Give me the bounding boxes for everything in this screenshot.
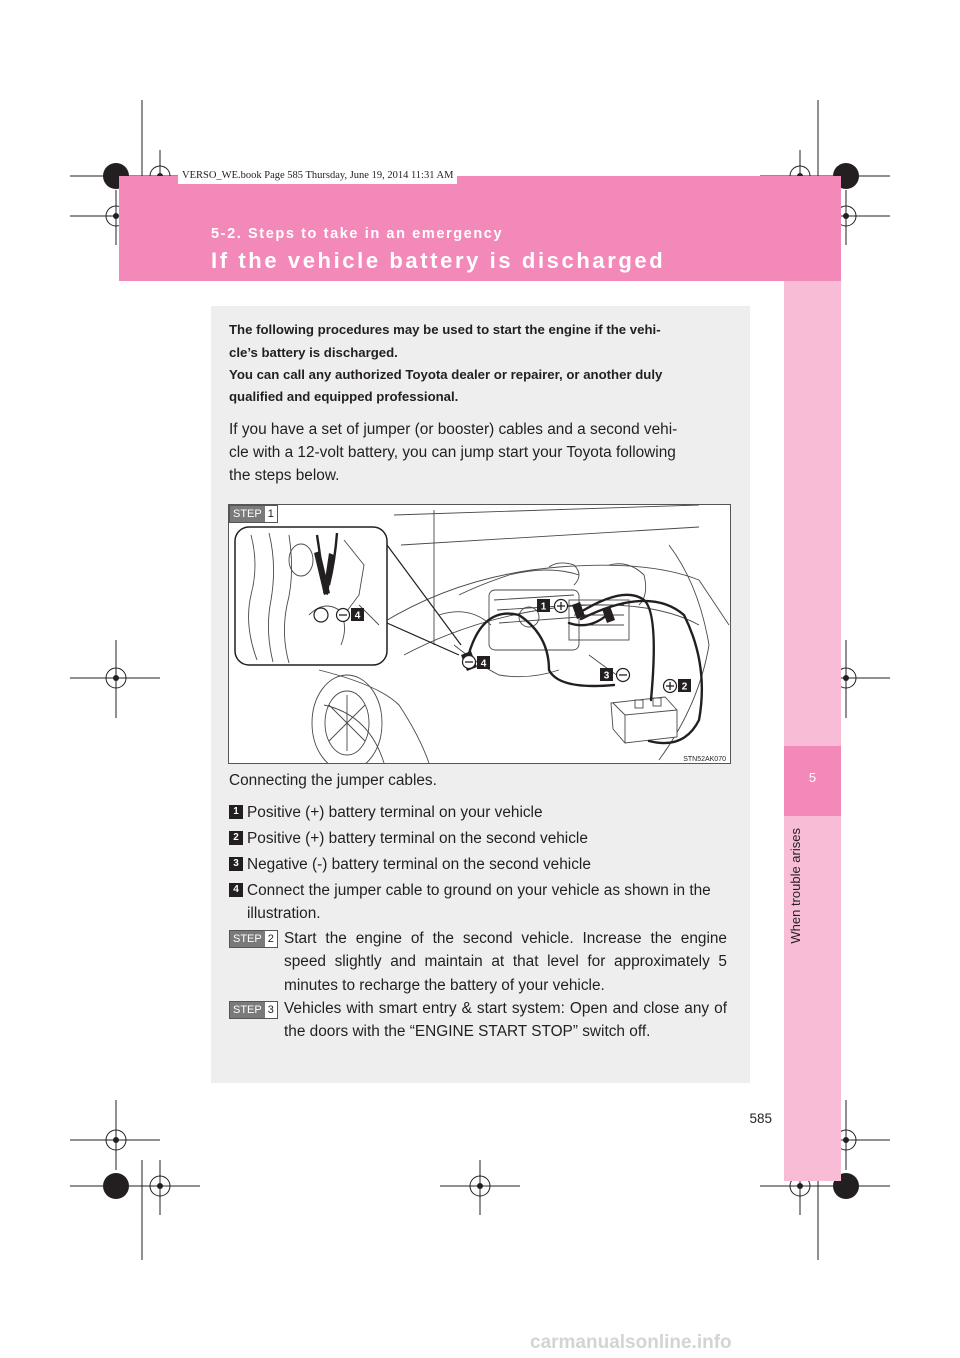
- side-strip: [784, 281, 841, 1181]
- label-2: 2: [681, 681, 688, 693]
- intro-line: You can call any authorized Toyota dealer or repairer, or another duly: [229, 367, 663, 382]
- step-word: STEP: [230, 1002, 265, 1018]
- list-item-text: Positive (+) battery terminal on the second vehicle: [247, 830, 588, 847]
- intro-line: The following procedures may be used to start the engine if the vehi-: [229, 322, 661, 337]
- body-line: If you have a set of jumper (or booster) cables and a second vehi-: [229, 421, 678, 438]
- number-square: 4: [229, 883, 243, 897]
- label-1: 1: [540, 601, 547, 613]
- step-1-badge: [229, 505, 278, 523]
- body-line: the steps below.: [229, 467, 340, 484]
- page-title: If the vehicle battery is discharged: [211, 248, 666, 273]
- number-square: 1: [229, 805, 243, 819]
- step-word: STEP: [230, 506, 265, 522]
- body-line: cle with a 12-volt battery, you can jump start your Toyota following: [229, 444, 676, 461]
- step-3-badge: [229, 1001, 278, 1019]
- label-3: 3: [603, 670, 610, 682]
- step-word: STEP: [230, 931, 265, 947]
- chapter-title: When trouble arises: [788, 828, 803, 944]
- book-info: VERSO_WE.book Page 585 Thursday, June 19, 2014 11:31 AM: [178, 168, 457, 184]
- label-4: 4: [480, 658, 487, 670]
- intro-line: qualified and equipped professional.: [229, 389, 459, 404]
- list-item-text: Negative (-) battery terminal on the second vehicle: [247, 856, 591, 873]
- engine-bay-drawing: [229, 505, 731, 764]
- label-4-inset: 4: [354, 610, 361, 622]
- page-number: 585: [749, 1111, 772, 1126]
- number-square: 2: [229, 831, 243, 845]
- illustration-code: STN52AK070: [683, 756, 726, 763]
- watermark: carmanualsonline.info: [530, 1332, 732, 1353]
- list-item: [229, 801, 731, 824]
- list-item: [229, 827, 731, 850]
- step-number: 2: [267, 933, 274, 945]
- list-item: [229, 879, 731, 925]
- step-3-text: Vehicles with smart entry & start system: Open and close any of the doors with the “ENGINE START STOP” switch off.: [284, 1000, 727, 1041]
- jumper-cable-illustration: [228, 504, 731, 764]
- step-2-text: Start the engine of the second vehicle. Increase the engine speed slightly and maintain at that level for approximately 5 minutes to recharge the battery of your vehicle.: [284, 930, 727, 994]
- list-item-text: Positive (+) battery terminal on your vehicle: [247, 804, 543, 821]
- step-2-badge: [229, 930, 278, 948]
- step-number: 3: [267, 1004, 274, 1016]
- number-square: 3: [229, 857, 243, 871]
- chapter-number: 5: [808, 770, 817, 785]
- intro-line: cle’s battery is discharged.: [229, 345, 398, 360]
- list-item: [229, 853, 731, 876]
- step-number: 1: [267, 508, 274, 520]
- list-item-text: Connect the jumper cable to ground on your vehicle as shown in the illustration.: [247, 882, 711, 922]
- section-label: 5-2. Steps to take in an emergency: [211, 226, 504, 242]
- illustration-caption: Connecting the jumper cables.: [229, 772, 437, 789]
